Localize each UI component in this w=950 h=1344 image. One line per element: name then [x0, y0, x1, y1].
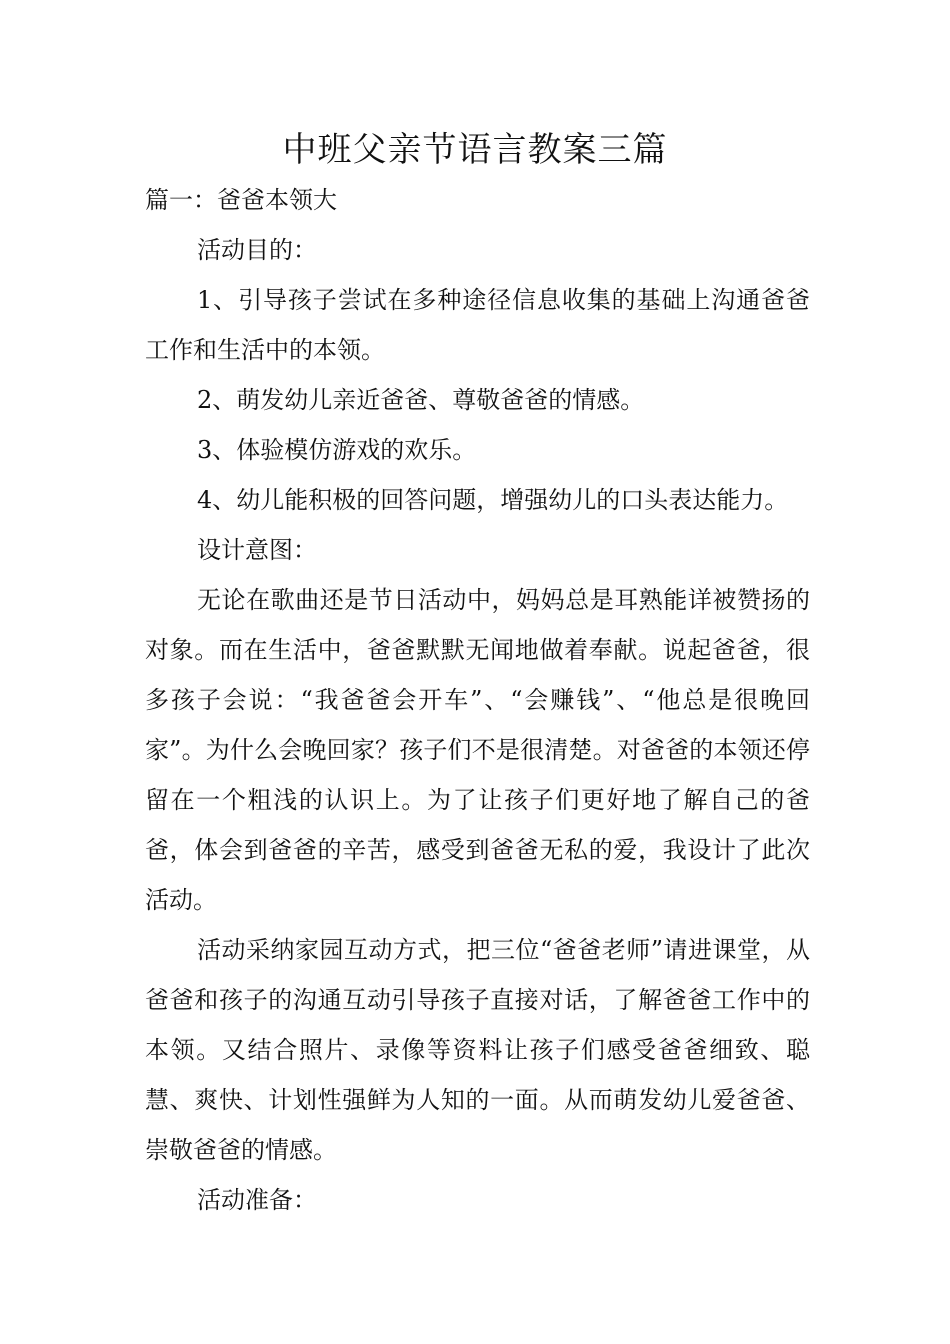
document-body	[145, 175, 810, 1225]
paragraph-goal-2: 2、萌发幼儿亲近爸爸、尊敬爸爸的情感。	[197, 386, 645, 414]
paragraph-design-intent-heading: 设计意图：	[197, 536, 317, 564]
paragraph-goal-3: 3、体验模仿游戏的欢乐。	[197, 436, 477, 464]
paragraph-activity-prep-heading: 活动准备：	[197, 1186, 317, 1214]
document-title: 中班父亲节语言教案三篇	[282, 130, 668, 170]
paragraph-design-intent-2: 活动采纳家园互动方式，把三位“爸爸老师”请进课堂，从爸爸和孩子的沟通互动引导孩子直接对话，了解爸爸工作中的本领。又结合照片、录像等资料让孩子们感受爸爸细致、聪慧、爽快、计划性强鲜为人知的一面。从而萌发幼儿爱爸爸、崇敬爸爸的情感。	[145, 936, 810, 1164]
paragraph-activity-goals-heading: 活动目的：	[197, 236, 317, 264]
section-heading: 篇一：爸爸本领大	[145, 186, 337, 214]
paragraph-goal-1: 1、引导孩子尝试在多种途径信息收集的基础上沟通爸爸工作和生活中的本领。	[145, 286, 810, 364]
paragraph-design-intent-1: 无论在歌曲还是节日活动中，妈妈总是耳熟能详被赞扬的对象。而在生活中，爸爸默默无闻地做着奉献。说起爸爸，很多孩子会说：“我爸爸会开车”、“会赚钱”、“他总是很晚回家”。为什么会晚回家？孩子们不是很清楚。对爸爸的本领还停留在一个粗浅的认识上。为了让孩子们更好地了解自己的爸爸，体会到爸爸的辛苦，感受到爸爸无私的爱，我设计了此次活动。	[145, 586, 810, 914]
paragraph-goal-4: 4、幼儿能积极的回答问题，增强幼儿的口头表达能力。	[197, 486, 789, 514]
